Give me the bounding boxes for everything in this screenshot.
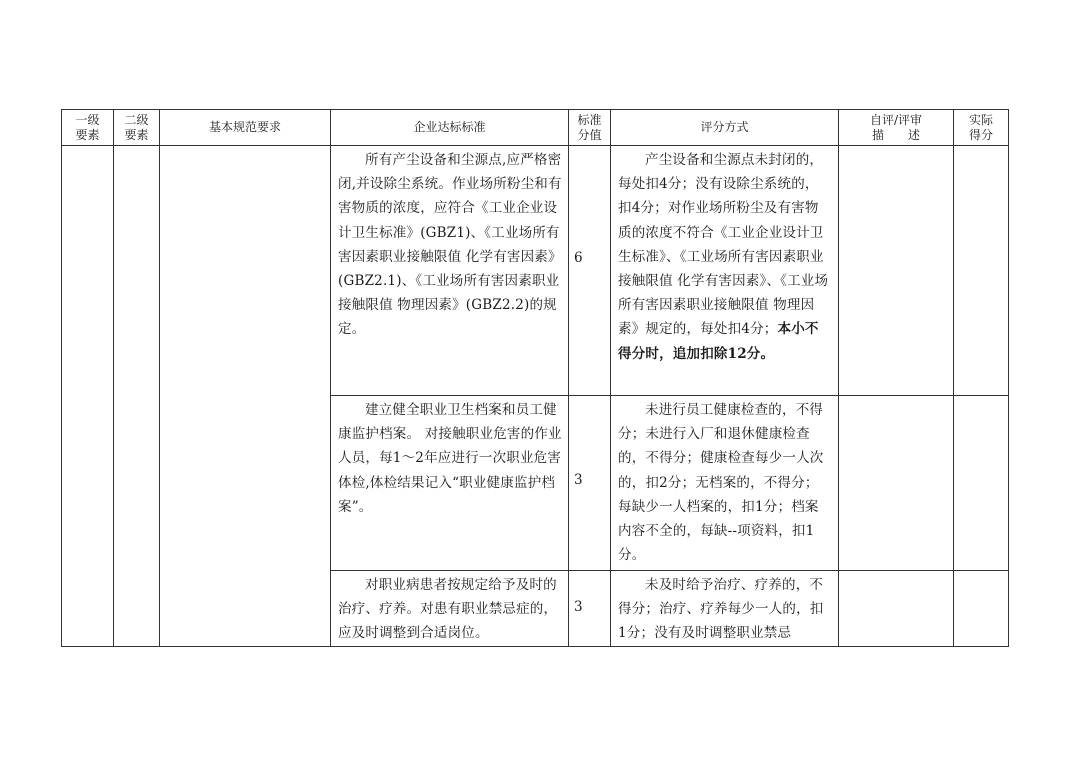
table-row [62,146,1009,396]
self-review-cell [839,396,954,571]
method-cell: 产尘设备和尘源点未封闭的，每处扣4分；没有设除尘系统的，扣4分；对作业场所粉尘及有害物质的浓度不符合《工业企业设计卫生标准》、《工业场所有害因素职业接触限值 化学有害因素》、《工业场所有害因素职业接触限值 物理因素》规定的，每处扣4分；本小不得分时，追加扣除12分。 [611,146,839,396]
standard-cell: 所有产尘设备和尘源点,应严格密闭,并设除尘系统。作业场所粉尘和有害物质的浓度，应符合《工业企业设计卫生标准》(GBZ1)、《工业场所有害因素职业接触限值 化学有害因素》(GBZ2.1)、《工业场所有害因素职业接触限值 物理因素》(GBZ2.2)的规定。 [331,146,569,396]
header-level2-element: 二级 要素 [114,110,160,146]
score-cell: 3 [569,571,611,647]
header-actual-score: 实际 得分 [954,110,1009,146]
method-cell: 未及时给予治疗、疗养的，不得分；治疗、疗养每少一人的，扣1分；没有及时调整职业禁忌 [611,571,839,647]
method-cell: 未进行员工健康检查的，不得分；未进行入厂和退休健康检查的，不得分；健康检查每少一人次的，扣2分；无档案的，不得分；每缺少一人档案的，扣1分；档案内容不全的，每缺--项资料，扣1分。 [611,396,839,571]
header-basic-requirements: 基本规范要求 [160,110,331,146]
basic-requirements-cell [160,146,331,647]
score-cell: 6 [569,146,611,396]
standard-cell: 建立健全职业卫生档案和员工健康监护档案。 对接触职业危害的作业人员，每1～2年应进行一次职业危害体检,体检结果记入“职业健康监护档案”。 [331,396,569,571]
self-review-cell [839,146,954,396]
header-standard-score: 标准 分值 [569,110,611,146]
header-enterprise-standard: 企业达标标准 [331,110,569,146]
evaluation-table [61,109,1009,647]
actual-score-cell [954,571,1009,647]
self-review-cell [839,571,954,647]
penalty-note: 本小不得分时，追加扣除12分。 [618,321,819,362]
score-cell: 3 [569,396,611,571]
level2-element-cell [114,146,160,647]
actual-score-cell [954,146,1009,396]
header-level1-element: 一级 要素 [62,110,114,146]
level1-element-cell [62,146,114,647]
header-self-review-description: 自评/评审 描 述 [839,110,954,146]
header-scoring-method: 评分方式 [611,110,839,146]
actual-score-cell [954,396,1009,571]
standard-cell: 对职业病患者按规定给予及时的治疗、疗养。对患有职业禁忌症的，应及时调整到合适岗位。 [331,571,569,647]
header-row [62,110,1009,146]
